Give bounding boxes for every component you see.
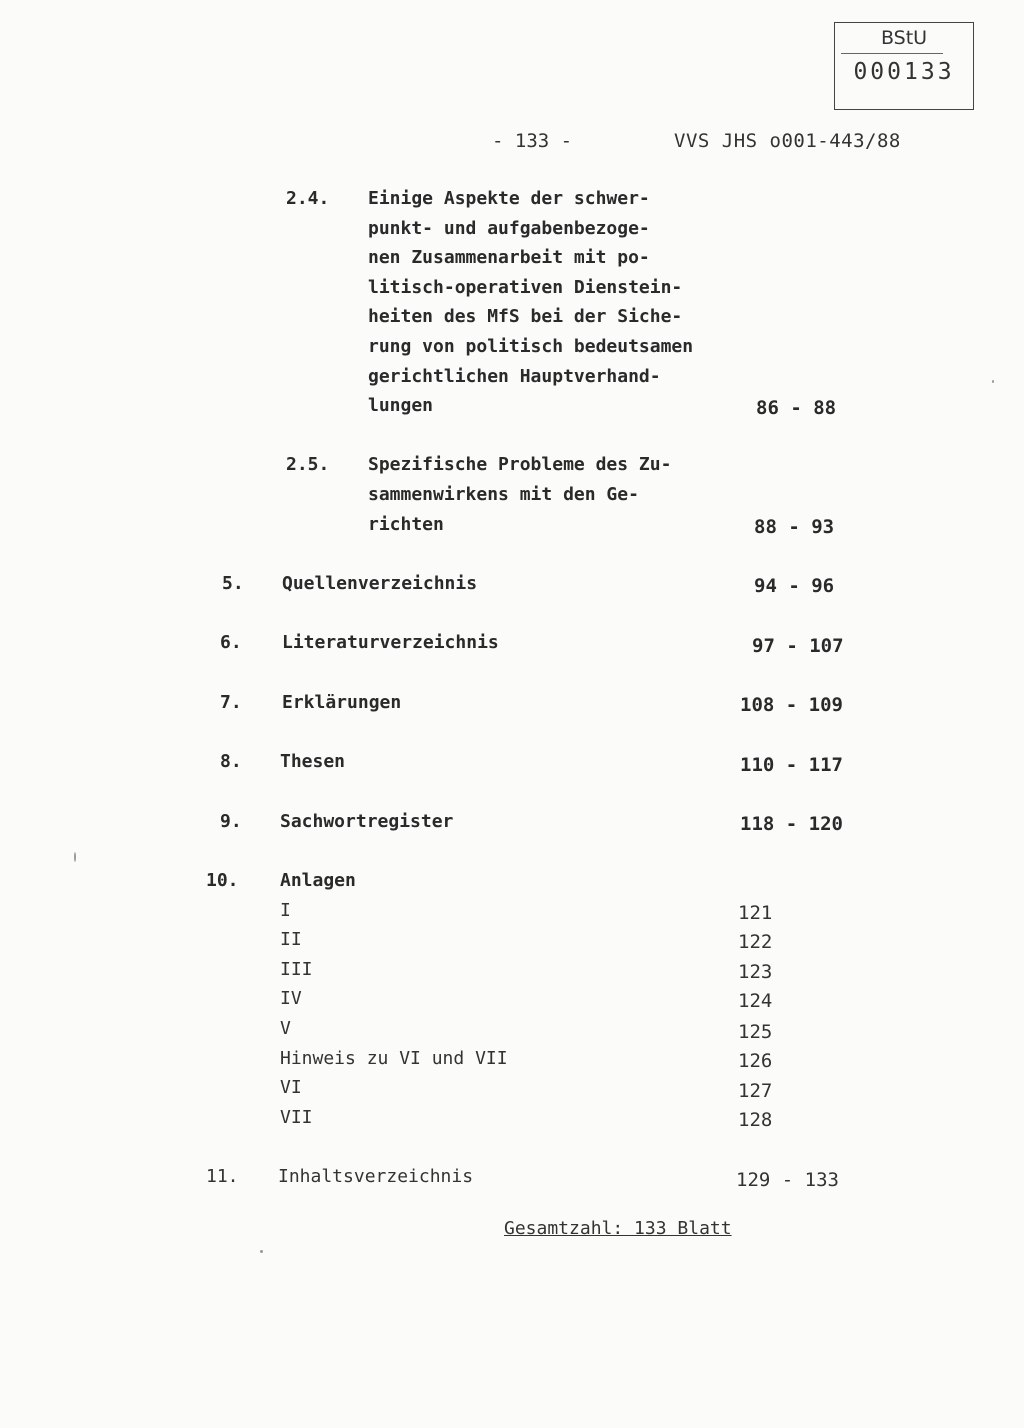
toc-pages-8: 110 - 117: [740, 754, 843, 776]
stamp-title: BStU: [880, 27, 928, 49]
toc-pages-6: 97 - 107: [752, 635, 844, 657]
toc-title-10: Anlagen: [280, 870, 356, 891]
annex-page: 127: [738, 1080, 773, 1102]
toc-title-2-5-line-2: sammenwirkens mit den Ge-: [368, 484, 639, 505]
annex-page: 124: [738, 990, 773, 1012]
document-reference: VVS JHS o001-443/88: [674, 130, 901, 152]
toc-pages-9: 118 - 120: [740, 813, 843, 835]
scan-speck: [992, 380, 994, 383]
annex-page: 123: [738, 961, 773, 983]
annex-page: 125: [738, 1021, 773, 1043]
toc-title-11: Inhaltsverzeichnis: [278, 1166, 474, 1187]
toc-number-2-4: 2.4.: [286, 188, 330, 209]
toc-title-2-4-line-4: litisch-operativen Dienstein-: [368, 277, 683, 298]
scan-speck: [74, 852, 76, 862]
toc-title-2-4-line-6: rung von politisch bedeutsamen: [368, 336, 694, 357]
annex-page: 122: [738, 931, 773, 953]
stamp-divider: [841, 53, 943, 54]
toc-title-2-4-line-7: gerichtlichen Hauptverhand-: [368, 366, 661, 387]
toc-title-2-5-line-1: Spezifische Probleme des Zu-: [368, 454, 672, 475]
annex-page: 128: [738, 1109, 773, 1131]
toc-pages-5: 94 - 96: [754, 575, 835, 597]
toc-number-8: 8.: [220, 751, 242, 772]
toc-number-5: 5.: [222, 573, 244, 594]
toc-number-6: 6.: [220, 632, 242, 653]
toc-number-10: 10.: [206, 870, 239, 891]
annex-label: V: [280, 1018, 291, 1039]
toc-pages-11: 129 - 133: [736, 1169, 839, 1191]
toc-number-11: 11.: [206, 1166, 239, 1187]
toc-pages-2-4: 86 - 88: [756, 397, 837, 419]
toc-title-8: Thesen: [280, 751, 346, 772]
annex-label: VII: [280, 1107, 313, 1128]
toc-number-7: 7.: [220, 692, 242, 713]
toc-title-2-4-line-8: lungen: [368, 395, 434, 416]
total-sheet-count: Gesamtzahl: 133 Blatt: [504, 1218, 732, 1239]
annex-label: I: [280, 900, 291, 921]
annex-page: 121: [738, 902, 773, 924]
page-number: - 133 -: [492, 130, 573, 152]
toc-pages-7: 108 - 109: [740, 694, 843, 716]
toc-number-2-5: 2.5.: [286, 454, 330, 475]
toc-title-5: Quellenverzeichnis: [282, 573, 478, 594]
scan-speck: [260, 1250, 263, 1253]
toc-pages-2-5: 88 - 93: [754, 516, 835, 538]
annex-label: VI: [280, 1077, 302, 1098]
toc-title-2-5-line-3: richten: [368, 514, 444, 535]
annex-page: 126: [738, 1050, 773, 1072]
toc-title-7: Erklärungen: [282, 692, 402, 713]
stamp-number: 000133: [853, 59, 955, 85]
toc-title-9: Sachwortregister: [280, 811, 454, 832]
toc-title-2-4-line-1: Einige Aspekte der schwer-: [368, 188, 650, 209]
annex-label: II: [280, 929, 302, 950]
archive-stamp: [834, 22, 974, 110]
toc-number-9: 9.: [220, 811, 242, 832]
toc-title-6: Literaturverzeichnis: [282, 632, 499, 653]
toc-title-2-4-line-5: heiten des MfS bei der Siche-: [368, 306, 683, 327]
annex-label: IV: [280, 988, 302, 1009]
annex-label: III: [280, 959, 313, 980]
toc-title-2-4-line-3: nen Zusammenarbeit mit po-: [368, 247, 650, 268]
annex-label: Hinweis zu VI und VII: [280, 1048, 508, 1069]
toc-title-2-4-line-2: punkt- und aufgabenbezoge-: [368, 218, 650, 239]
